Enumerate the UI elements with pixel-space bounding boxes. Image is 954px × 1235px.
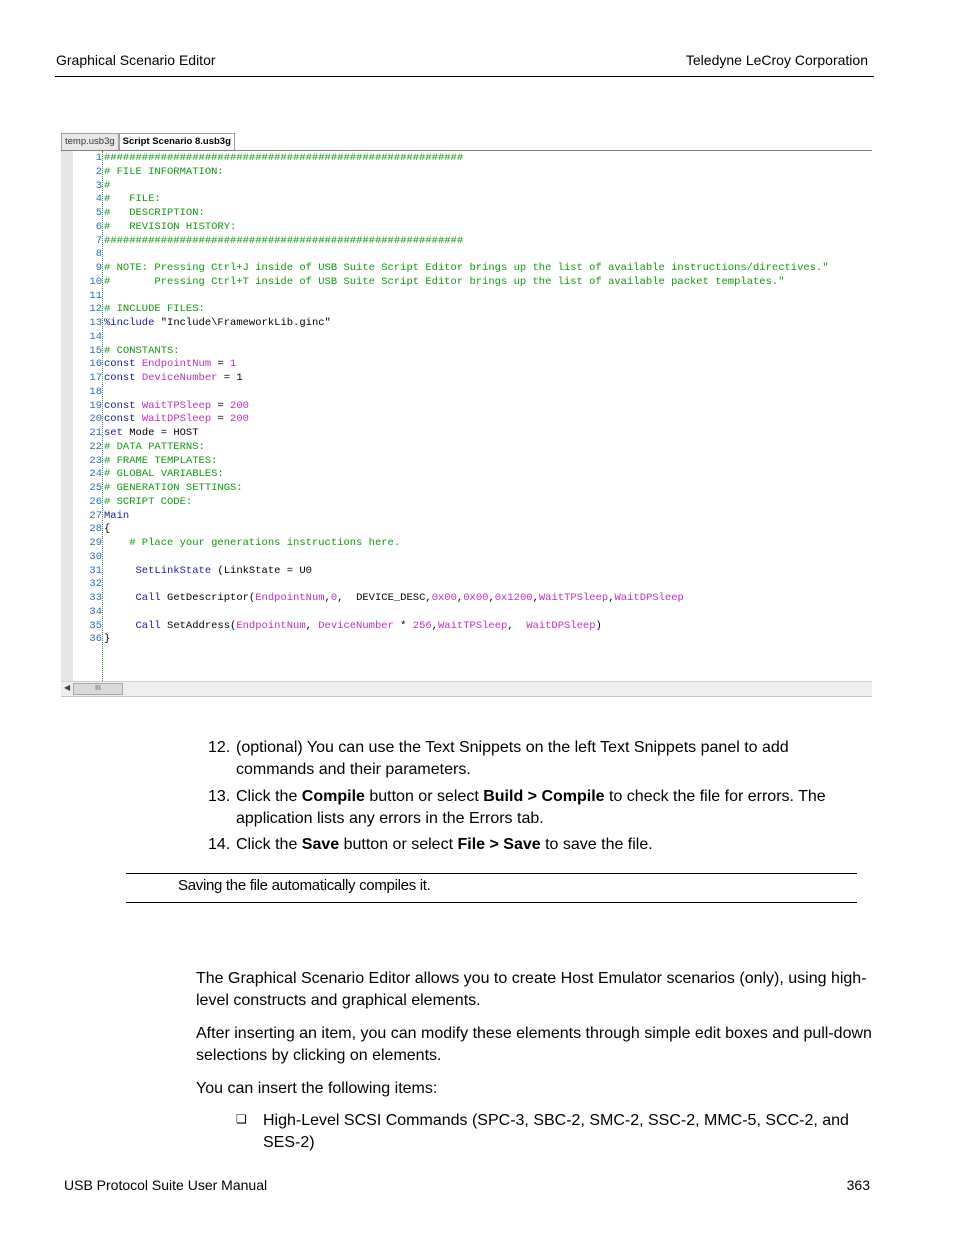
note-bottom-rule: [126, 902, 857, 903]
checkbox-bullet-icon: ❏: [236, 1112, 247, 1126]
tab-script-scenario[interactable]: Script Scenario 8.usb3g: [119, 133, 235, 150]
code-line[interactable]: # DATA PATTERNS:: [104, 440, 205, 453]
line-number: 8: [95, 248, 102, 261]
code-line[interactable]: }: [104, 633, 111, 646]
code-line[interactable]: # FILE INFORMATION:: [104, 165, 224, 178]
code-line[interactable]: {: [104, 523, 111, 536]
line-number: 29: [89, 537, 102, 549]
line-number: 35: [89, 619, 102, 632]
code-line[interactable]: Call GetDescriptor(EndpointNum,0, DEVICE_DESC,0x00,0x00,0x1200,WaitTPSleep,WaitDPSleep: [104, 592, 684, 604]
running-header-company: Teledyne LeCroy Corporation: [685, 52, 868, 68]
line-number: 34: [89, 605, 102, 618]
code-line[interactable]: #: [104, 179, 111, 192]
code-line[interactable]: #########################################################: [104, 152, 464, 164]
line-number: 32: [89, 578, 102, 591]
line-number: 5: [95, 207, 102, 219]
line-number: 2: [95, 165, 102, 178]
line-number: 30: [89, 550, 102, 563]
line-number: 22: [89, 440, 102, 453]
line-number: 27: [89, 509, 102, 522]
step-number: 13.: [208, 788, 231, 805]
line-number: 33: [89, 592, 102, 604]
line-number: 26: [89, 495, 102, 508]
page-number: 363: [846, 1177, 870, 1193]
code-line[interactable]: Main: [104, 509, 130, 522]
code-line[interactable]: const WaitTPSleep = 200: [104, 399, 249, 412]
code-line[interactable]: SetLinkState (LinkState = U0: [104, 564, 312, 577]
script-editor-screenshot: [61, 133, 872, 696]
tab-temp-usb3g[interactable]: temp.usb3g: [61, 133, 119, 150]
line-number: 9: [95, 262, 102, 274]
code-line[interactable]: #########################################################: [104, 234, 464, 247]
horizontal-scrollbar[interactable]: [61, 681, 872, 697]
insert-items-paragraph: You can insert the following items:: [196, 1080, 438, 1097]
code-line[interactable]: # Place your generations instructions here.: [104, 537, 401, 549]
line-number: 6: [95, 220, 102, 233]
scroll-left-icon[interactable]: ◀: [64, 683, 71, 692]
running-header-title: Graphical Scenario Editor: [56, 52, 216, 68]
line-number: 24: [89, 468, 102, 481]
line-number: 19: [89, 399, 102, 412]
line-number: 11: [89, 289, 102, 302]
line-number: 10: [89, 275, 102, 288]
line-number: 31: [89, 564, 102, 577]
editor-gutter: [61, 151, 73, 681]
line-numbers: [73, 151, 102, 681]
line-number: 28: [89, 523, 102, 536]
line-number: 1: [95, 152, 102, 164]
code-area[interactable]: [104, 151, 870, 681]
intro-paragraph: The Graphical Scenario Editor allows you to create Host Emulator scenarios (only), using high-level constructs and graphical elements.: [196, 970, 867, 1009]
line-number: 23: [89, 454, 102, 467]
line-number: 20: [89, 413, 102, 426]
code-line[interactable]: set Mode = HOST: [104, 427, 199, 439]
code-line[interactable]: # SCRIPT CODE:: [104, 495, 193, 508]
line-number: 4: [95, 193, 102, 206]
line-number: 13: [89, 317, 102, 329]
code-line[interactable]: # INCLUDE FILES:: [104, 303, 205, 316]
code-line[interactable]: # Pressing Ctrl+T inside of USB Suite Script Editor brings up the list of available packet templates.": [104, 275, 785, 288]
code-line[interactable]: # FILE:: [104, 193, 161, 206]
line-number: 3: [95, 179, 102, 192]
code-line[interactable]: # GLOBAL VARIABLES:: [104, 468, 224, 481]
line-number: 7: [95, 234, 102, 247]
line-number: 25: [89, 482, 102, 494]
modify-paragraph: After inserting an item, you can modify these elements through simple edit boxes and pull-down selections by clicking on elements.: [196, 1025, 872, 1064]
line-number: 18: [89, 385, 102, 398]
scrollbar-thumb[interactable]: III: [73, 683, 123, 695]
step-number: 14.: [208, 836, 231, 853]
line-number: 16: [89, 358, 102, 371]
line-number: 14: [89, 330, 102, 343]
header-rule: [55, 76, 874, 77]
step-text: Click the Save button or select File > Save to save the file.: [236, 836, 653, 853]
step-text: (optional) You can use the Text Snippets on the left Text Snippets panel to add commands and their parameters.: [236, 739, 789, 778]
line-number: 36: [89, 633, 102, 646]
code-line[interactable]: Call SetAddress(EndpointNum, DeviceNumber * 256,WaitTPSleep, WaitDPSleep): [104, 619, 602, 632]
note-top-rule: [126, 873, 857, 874]
line-number: 21: [89, 427, 102, 439]
code-line[interactable]: # REVISION HISTORY:: [104, 220, 237, 233]
note-text: Saving the file automatically compiles it.: [178, 877, 431, 894]
editor-tabs: [61, 133, 235, 151]
line-number-separator: [102, 151, 103, 681]
code-line[interactable]: const EndpointNum = 1: [104, 358, 237, 371]
step-number: 12.: [208, 739, 231, 756]
bullet-item: High-Level SCSI Commands (SPC-3, SBC-2, SMC-2, SSC-2, MMC-5, SCC-2, and SES-2): [263, 1112, 849, 1151]
code-line[interactable]: # DESCRIPTION:: [104, 207, 205, 219]
code-line[interactable]: %include "Include\FrameworkLib.ginc": [104, 317, 331, 329]
line-number: 12: [89, 303, 102, 316]
code-line[interactable]: # NOTE: Pressing Ctrl+J inside of USB Suite Script Editor brings up the list of available instructions/directives.": [104, 262, 829, 274]
code-line[interactable]: # CONSTANTS:: [104, 344, 180, 357]
code-line[interactable]: const DeviceNumber = 1: [104, 372, 243, 384]
step-text: Click the Compile button or select Build > Compile to check the file for errors. The application lists any errors in the Errors tab.: [236, 788, 826, 827]
line-number: 15: [89, 344, 102, 357]
code-line[interactable]: const WaitDPSleep = 200: [104, 413, 249, 426]
code-line[interactable]: # GENERATION SETTINGS:: [104, 482, 243, 494]
code-line[interactable]: # FRAME TEMPLATES:: [104, 454, 218, 467]
footer-manual-title: USB Protocol Suite User Manual: [64, 1177, 268, 1193]
line-number: 17: [89, 372, 102, 384]
